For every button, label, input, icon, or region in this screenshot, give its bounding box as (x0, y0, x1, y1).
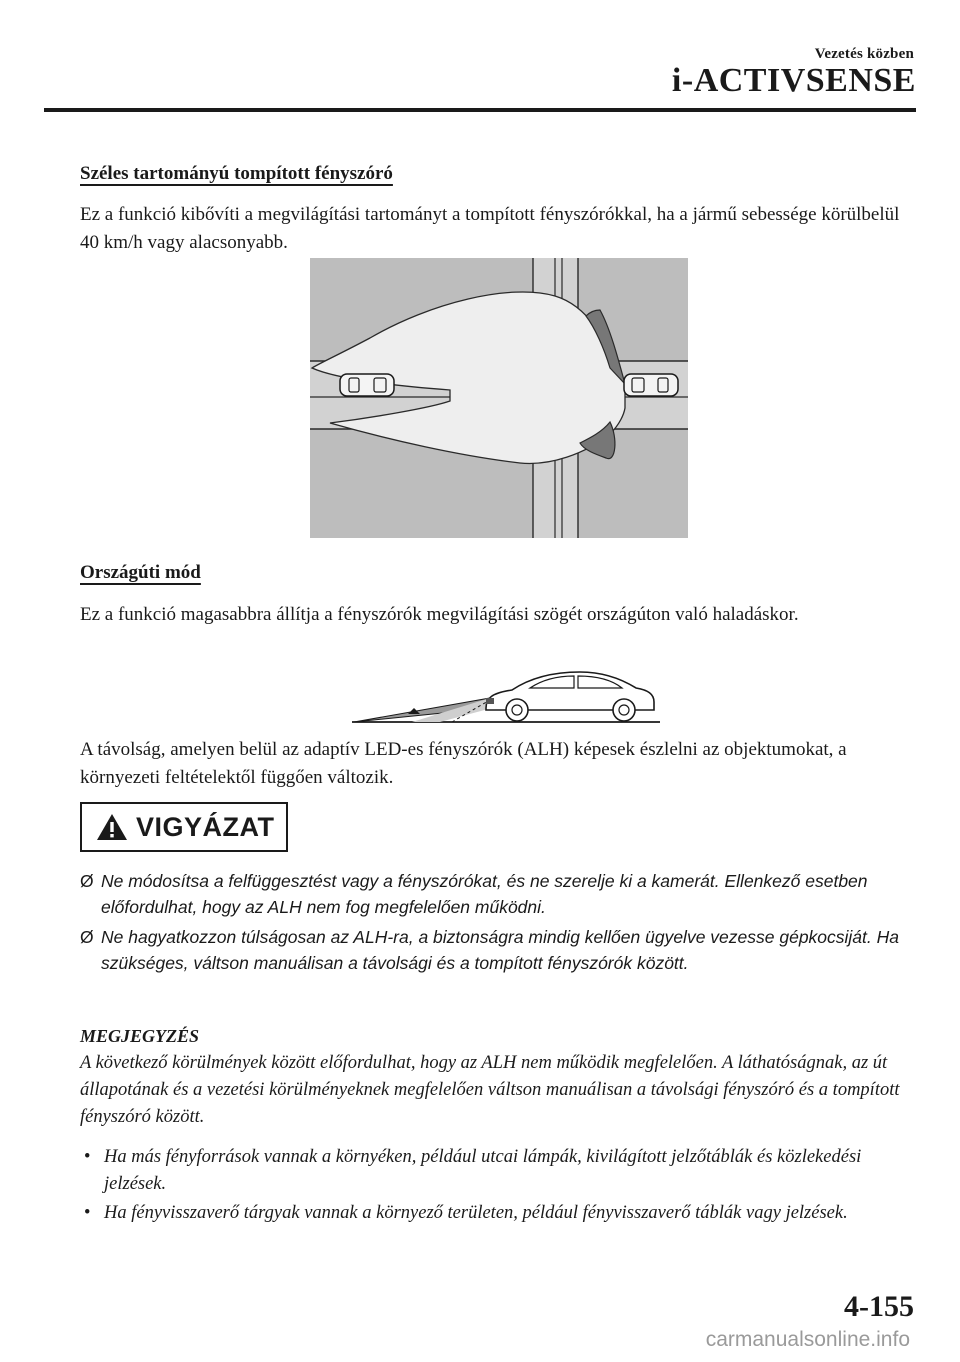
caution-label: VIGYÁZAT (136, 811, 275, 842)
wide-beam-intersection-diagram (310, 258, 688, 538)
caution-bullet: Ø (80, 871, 94, 891)
caution-box (80, 802, 288, 852)
header-rule (44, 108, 916, 112)
headlamp (486, 698, 494, 704)
section1-heading: Széles tartományú tompított fényszóró (80, 163, 393, 184)
note-bullet: • (84, 1147, 91, 1167)
note-list (84, 1144, 900, 1229)
note-item (84, 1200, 900, 1227)
page-number: 4-155 (844, 1290, 914, 1323)
section1-text: Ez a funkció kibővíti a megvilágítási tartományt a tompított fényszórókkal, ha a jármű sebessége körülbelül 40 km/h vagy alacsonyabb. (80, 204, 900, 253)
caution-item (80, 868, 900, 920)
note-item (84, 1144, 900, 1198)
note-title: MEGJEGYZÉS (80, 1026, 200, 1046)
caution-text: Ne hagyatkozzon túlságosan az ALH-ra, a biztonságra mindig kellően ügyelve vezesse gépkocsiját. Ha szükséges, váltson manuálisan a távolsági és a tompított fényszórók között. (101, 927, 899, 973)
note-bullet: • (84, 1203, 91, 1223)
own-car (624, 374, 678, 396)
caution-bullet: Ø (80, 927, 94, 947)
note-text: A következő körülmények között előfordulhat, hogy az ALH nem működik megfelelően. A láthatóságnak, az út állapotának és a vezetési körülményeknek megfelelően váltson manuálisan a távolsági fényszóró és a tompított fényszóró között. (80, 1053, 900, 1127)
warning-triangle-icon (96, 813, 128, 841)
note-item-text: Ha fényvisszaverő tárgyak vannak a környező területen, például fényvisszaverő táblák vagy jelzések. (104, 1203, 848, 1223)
oncoming-car (340, 374, 394, 396)
distance-text: A távolság, amelyen belül az adaptív LED-es fényszórók (ALH) képesek észlelni az objektumokat, a környezeti feltételektől függően változik. (80, 739, 847, 788)
caution-list (80, 868, 900, 980)
caution-item (80, 924, 900, 976)
car-wheel-rear (613, 699, 635, 721)
motorway-mode-diagram (352, 668, 660, 724)
header-chapter: i-ACTIVSENSE (671, 62, 916, 99)
watermark: carmanualsonline.info (705, 1328, 910, 1351)
section2-heading: Országúti mód (80, 562, 201, 583)
caution-text: Ne módosítsa a felfüggesztést vagy a fényszórókat, és ne szerelje ki a kamerát. Ellenkező esetben előfordulhat, hogy az ALH nem fog megfelelően működni. (101, 871, 868, 917)
car-wheel-front (506, 699, 528, 721)
section2-text: Ez a funkció magasabbra állítja a fényszórók megvilágítási szögét országúton való haladáskor. (80, 604, 799, 625)
note-item-text: Ha más fényforrások vannak a környéken, például utcai lámpák, kivilágított jelzőtáblák és közlekedési jelzések. (104, 1147, 862, 1194)
header-section: Vezetés közben (814, 46, 914, 62)
